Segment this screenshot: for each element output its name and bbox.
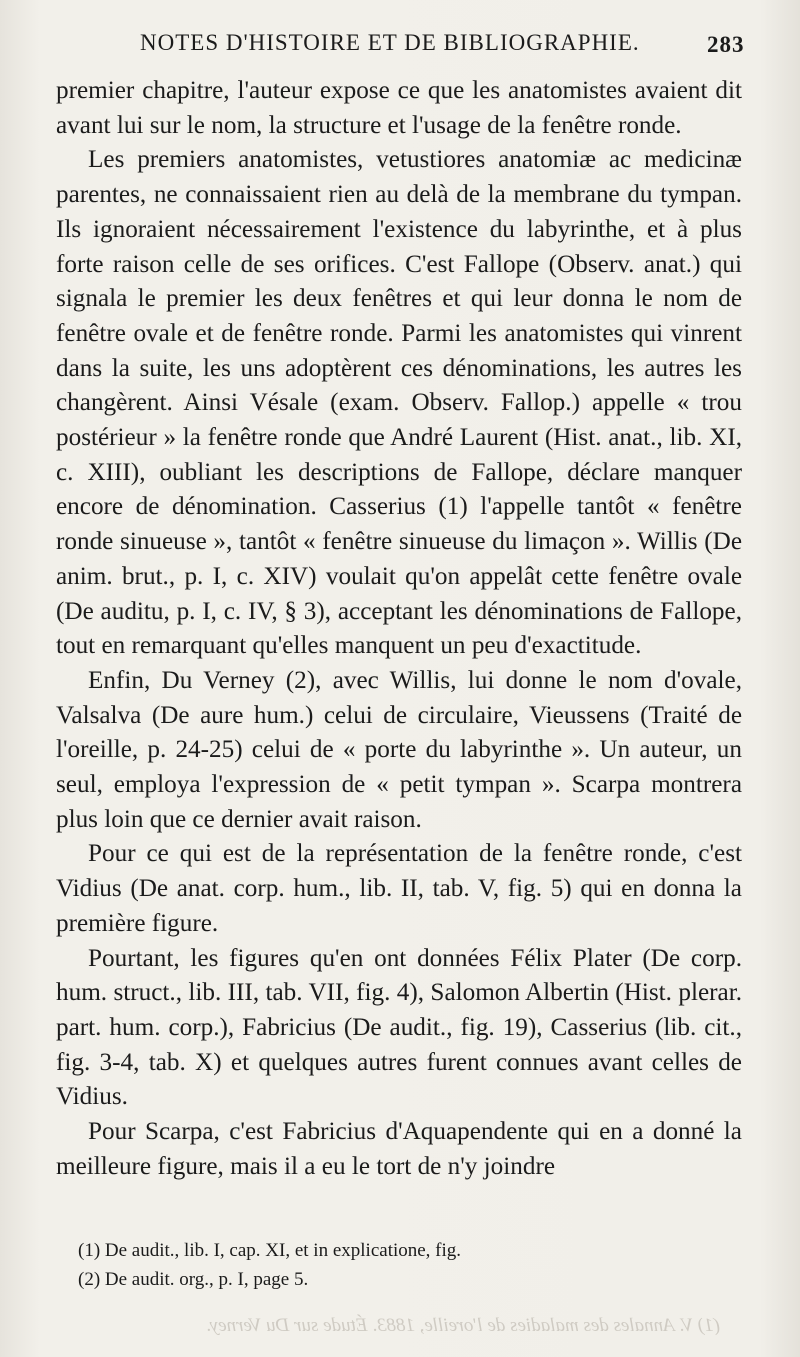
paragraph: Les premiers anatomistes, vetustiores anatomiæ ac medicinæ parentes, ne connaissaient rien au delà de la membrane du tympan. Ils ignoraient nécessairement l'existence du labyrinthe, et à plus forte raison celle de ses orifices. C'est Fallope (Observ. anat.) qui signala le premier les deux fenêtres et qui leur donna le nom de fenêtre ovale et de fenêtre ronde. Parmi les anatomistes qui vinrent dans la suite, les uns adoptèrent ces dénominations, les autres les changèrent. Ainsi Vésale (exam. Observ. Fallop.) appelle « trou postérieur » la fenêtre ronde que André Laurent (Hist. anat., lib. XI, c. XIII), oubliant les descriptions de Fallope, déclare manquer encore de dénomination. Casserius (1) l'appelle tantôt « fenêtre ronde sinueuse », tantôt « fenêtre sinueuse du limaçon ». Willis (De anim. brut., p. I, c. XIV) voulait qu'on appelât cette fenêtre ovale (De auditu, p. I, c. IV, § 3), acceptant les dénominations de Fallope, tout en remarquant qu'elles manquent un peu d'exactitude. bbox=[56, 146, 742, 660]
running-header bbox=[140, 30, 745, 57]
footnote: (1) De audit., lib. I, cap. XI, et in explicatione, fig. bbox=[78, 1240, 462, 1261]
paragraph: Pour Scarpa, c'est Fabricius d'Aquapendente qui en a donné la meilleure figure, mais il a eu le tort de n'y joindre bbox=[56, 1118, 742, 1180]
paragraph: premier chapitre, l'auteur expose ce que les anatomistes avaient dit avant lui sur le nom, la structure et l'usage de la fenêtre ronde. bbox=[56, 77, 742, 139]
paragraph: Pourtant, les figures qu'en ont données Félix Plater (De corp. hum. struct., lib. III, tab. VII, fig. 4), Salomon Albertin (Hist. plerar. part. hum. corp.), Fabricius (De audit., fig. 19), Casserius (lib. cit., fig. 3-4, tab. X) et quelques autres furent connues avant celles de Vidius. bbox=[56, 944, 742, 1111]
paragraph: Enfin, Du Verney (2), avec Willis, lui donne le nom d'ovale, Valsalva (De aure hum.) celui de circulaire, Vieussens (Traité de l'oreille, p. 24-25) celui de « porte du labyrinthe ». Un auteur, un seul, employa l'expression de « petit tympan ». Scarpa montrera plus loin que ce dernier avait raison. bbox=[56, 666, 742, 833]
page-number: 283 bbox=[707, 32, 745, 57]
paragraph: Pour ce qui est de la représentation de la fenêtre ronde, c'est Vidius (De anat. corp. hum., lib. II, tab. V, fig. 5) qui en donna la première figure. bbox=[56, 840, 742, 937]
footnote: (2) De audit. org., p. I, page 5. bbox=[78, 1269, 309, 1290]
running-title: NOTES D'HISTOIRE ET DE BIBLIOGRAPHIE. bbox=[140, 30, 640, 55]
bleed-through-text: (1) V. Annales des maladies de l'oreille, 1883. Étude sur Du Verney. bbox=[205, 1315, 720, 1336]
body-text bbox=[56, 74, 742, 1185]
